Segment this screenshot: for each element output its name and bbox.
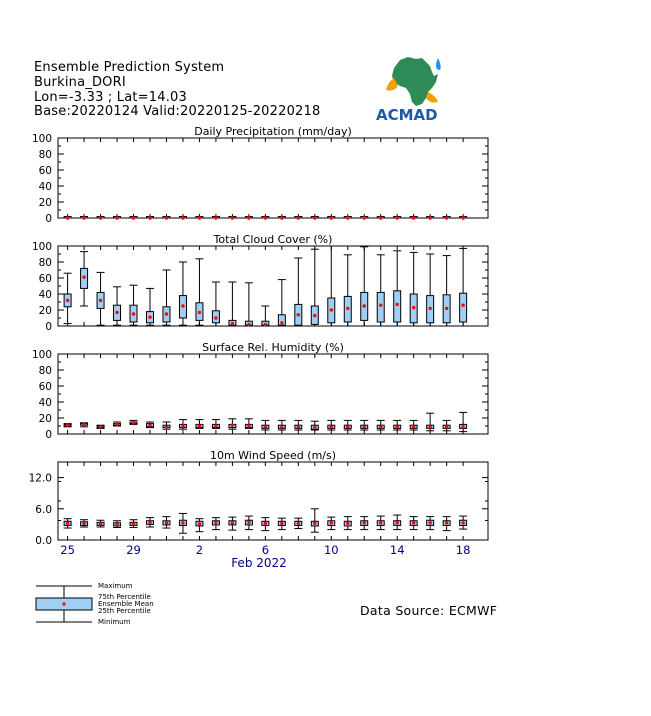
y-tick-label: 100 xyxy=(31,241,52,253)
mean-dot xyxy=(461,425,464,428)
mean-dot xyxy=(181,521,184,524)
mean-dot xyxy=(115,216,118,219)
plot-frame xyxy=(58,138,488,218)
mean-dot xyxy=(445,216,448,219)
mean-dot xyxy=(231,322,234,325)
mean-dot xyxy=(280,216,283,219)
chart-panel-2 xyxy=(32,233,488,333)
mean-dot xyxy=(247,323,250,326)
legend-maximum: Maximum xyxy=(98,582,133,590)
y-tick-label: 100 xyxy=(31,349,52,361)
y-tick-label: 100 xyxy=(31,133,52,145)
mean-dot xyxy=(115,311,118,314)
plot-frame xyxy=(58,354,488,434)
y-tick-label: 0.0 xyxy=(35,535,52,547)
mean-dot xyxy=(346,307,349,310)
x-tick-label: 10 xyxy=(323,543,339,557)
legend xyxy=(30,580,180,628)
mean-dot xyxy=(198,424,201,427)
x-tick-label: 2 xyxy=(195,543,204,557)
mean-dot xyxy=(115,423,118,426)
mean-dot xyxy=(280,425,283,428)
mean-dot xyxy=(231,521,234,524)
mean-dot xyxy=(198,522,201,525)
mean-dot xyxy=(363,521,366,524)
mean-dot xyxy=(231,216,234,219)
x-tick-label: 14 xyxy=(389,543,405,557)
mean-dot xyxy=(363,425,366,428)
data-source: Data Source: ECMWF xyxy=(360,603,498,618)
mean-dot xyxy=(313,522,316,525)
mean-dot xyxy=(428,216,431,219)
chart-title: Daily Precipitation (mm/day) xyxy=(194,125,352,138)
mean-dot xyxy=(363,216,366,219)
mean-dot xyxy=(214,316,217,319)
mean-dot xyxy=(297,313,300,316)
mean-dot xyxy=(396,425,399,428)
header-title: Ensemble Prediction System xyxy=(34,60,225,75)
header-station: Burkina_DORI xyxy=(34,75,126,90)
mean-dot xyxy=(115,523,118,526)
mean-dot xyxy=(379,304,382,307)
y-tick-label: 6.0 xyxy=(35,503,52,516)
mean-dot xyxy=(66,299,69,302)
y-tick-label: 20 xyxy=(38,305,52,317)
y-tick-label: 40 xyxy=(38,289,52,301)
x-tick-label: 6 xyxy=(261,543,270,557)
mean-dot xyxy=(330,425,333,428)
y-tick-label: 80 xyxy=(38,149,52,161)
chart-title: Surface Rel. Humidity (%) xyxy=(202,341,344,354)
y-tick-label: 80 xyxy=(38,257,52,269)
x-tick-label: 29 xyxy=(126,543,141,557)
mean-dot xyxy=(231,424,234,427)
mean-dot xyxy=(346,425,349,428)
mean-dot xyxy=(181,304,184,307)
mean-dot xyxy=(428,425,431,428)
logo-text: ACMAD xyxy=(376,106,438,124)
mean-dot xyxy=(66,522,69,525)
mean-dot xyxy=(198,311,201,314)
mean-dot xyxy=(165,521,168,524)
mean-dot xyxy=(461,304,464,307)
mean-dot xyxy=(280,522,283,525)
y-tick-label: 40 xyxy=(38,181,52,193)
mean-dot xyxy=(148,424,151,427)
chart-panel-3 xyxy=(32,341,488,441)
legend-mean-dot xyxy=(62,602,65,605)
mean-dot xyxy=(363,304,366,307)
mean-dot xyxy=(99,425,102,428)
mean-dot xyxy=(148,316,151,319)
mean-dot xyxy=(99,216,102,219)
chart-panel-1 xyxy=(32,125,488,225)
y-tick-label: 60 xyxy=(38,165,52,177)
mean-dot xyxy=(66,216,69,219)
mean-dot xyxy=(247,216,250,219)
mean-dot xyxy=(313,314,316,317)
mean-dot xyxy=(313,216,316,219)
mean-dot xyxy=(82,423,85,426)
header-coordinates: Lon=-3.33 ; Lat=14.03 xyxy=(34,90,187,105)
mean-dot xyxy=(379,425,382,428)
mean-dot xyxy=(297,425,300,428)
mean-dot xyxy=(445,425,448,428)
mean-dot xyxy=(264,323,267,326)
mean-dot xyxy=(330,308,333,311)
mean-dot xyxy=(247,521,250,524)
mean-dot xyxy=(461,521,464,524)
mean-dot xyxy=(181,424,184,427)
mean-dot xyxy=(132,216,135,219)
mean-dot xyxy=(264,216,267,219)
mean-dot xyxy=(132,312,135,315)
mean-dot xyxy=(313,425,316,428)
box-iqr xyxy=(394,291,401,322)
mean-dot xyxy=(165,312,168,315)
y-tick-label: 80 xyxy=(38,365,52,377)
x-tick-label: 25 xyxy=(60,543,75,557)
y-tick-label: 12.0 xyxy=(28,472,52,485)
mean-dot xyxy=(280,321,283,324)
plot-frame xyxy=(58,462,488,540)
mean-dot xyxy=(181,216,184,219)
y-tick-label: 20 xyxy=(38,197,52,209)
mean-dot xyxy=(445,521,448,524)
mean-dot xyxy=(198,216,201,219)
y-tick-label: 40 xyxy=(38,397,52,409)
legend-minimum: Minimum xyxy=(98,618,131,626)
box-iqr xyxy=(377,292,384,322)
mean-dot xyxy=(165,216,168,219)
mean-dot xyxy=(264,425,267,428)
legend-mean: Ensemble Mean xyxy=(98,600,154,608)
legend-p75: 75th Percentile xyxy=(98,593,151,601)
mean-dot xyxy=(82,522,85,525)
mean-dot xyxy=(412,306,415,309)
mean-dot xyxy=(445,307,448,310)
mean-dot xyxy=(99,522,102,525)
mean-dot xyxy=(148,521,151,524)
mean-dot xyxy=(461,216,464,219)
y-tick-label: 0 xyxy=(45,213,52,225)
mean-dot xyxy=(132,522,135,525)
plot-frame xyxy=(58,246,488,326)
mean-dot xyxy=(346,216,349,219)
x-tick-label: 18 xyxy=(455,543,471,557)
mean-dot xyxy=(396,216,399,219)
chart-title: 10m Wind Speed (m/s) xyxy=(209,449,337,462)
mean-dot xyxy=(379,216,382,219)
y-tick-label: 20 xyxy=(38,413,52,425)
mean-dot xyxy=(428,521,431,524)
mean-dot xyxy=(214,521,217,524)
mean-dot xyxy=(412,425,415,428)
legend-p25: 25th Percentile xyxy=(98,607,151,615)
mean-dot xyxy=(132,421,135,424)
mean-dot xyxy=(297,522,300,525)
mean-dot xyxy=(247,424,250,427)
y-tick-label: 60 xyxy=(38,273,52,285)
header-base-valid: Base:20220124 Valid:20220125-20220218 xyxy=(34,104,321,119)
mean-dot xyxy=(412,521,415,524)
mean-dot xyxy=(214,424,217,427)
y-tick-label: 0 xyxy=(45,429,52,441)
mean-dot xyxy=(297,216,300,219)
mean-dot xyxy=(412,216,415,219)
mean-dot xyxy=(396,303,399,306)
mean-dot xyxy=(99,299,102,302)
mean-dot xyxy=(330,216,333,219)
mean-dot xyxy=(428,307,431,310)
mean-dot xyxy=(165,425,168,428)
mean-dot xyxy=(148,216,151,219)
box-iqr xyxy=(460,293,467,322)
chart-panel-4 xyxy=(29,449,488,547)
mean-dot xyxy=(264,522,267,525)
mean-dot xyxy=(330,521,333,524)
mean-dot xyxy=(82,216,85,219)
mean-dot xyxy=(214,216,217,219)
mean-dot xyxy=(66,424,69,427)
mean-dot xyxy=(379,521,382,524)
mean-dot xyxy=(82,276,85,279)
y-tick-label: 0 xyxy=(45,321,52,333)
mean-dot xyxy=(396,521,399,524)
y-tick-label: 60 xyxy=(38,381,52,393)
mean-dot xyxy=(346,522,349,525)
chart-title: Total Cloud Cover (%) xyxy=(213,233,333,246)
x-axis-label: Feb 2022 xyxy=(231,556,287,570)
